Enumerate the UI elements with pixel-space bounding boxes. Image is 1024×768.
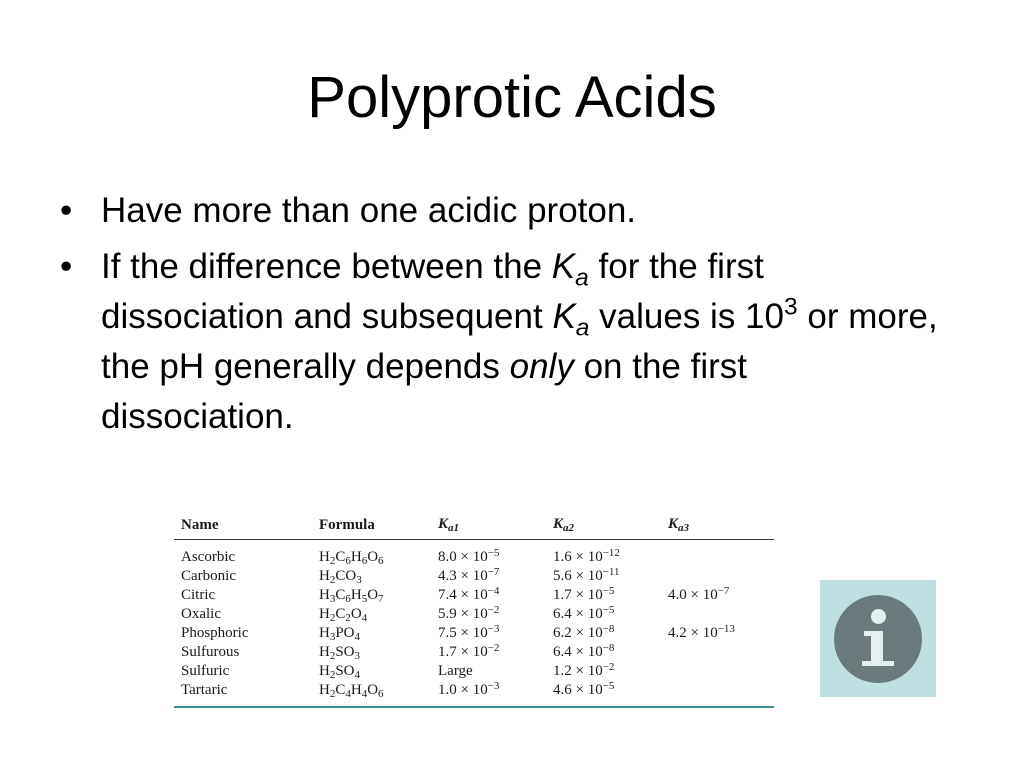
formula-element: O <box>367 549 379 565</box>
ka-exponent: −2 <box>487 642 500 654</box>
formula-element: SO <box>335 663 355 679</box>
formula-element: C <box>335 606 346 622</box>
formula-subscript: 4 <box>354 669 361 681</box>
acid-dissociation-table <box>174 510 774 708</box>
cell-name: Sulfurous <box>181 644 240 660</box>
cell-ka2 <box>546 643 661 662</box>
cell-ka2 <box>546 662 661 681</box>
formula-element: O <box>350 606 362 622</box>
cell-ka1 <box>431 586 546 605</box>
table-body <box>174 540 774 708</box>
bullet-text-part: or more, the pH generally depends <box>101 297 938 386</box>
ka-mantissa: 1.2 <box>553 663 572 679</box>
info-icon-base <box>862 661 894 666</box>
cell-ka3 <box>661 586 774 605</box>
ka-exponent: −2 <box>487 604 500 616</box>
formula-subscript: 2 <box>329 650 336 662</box>
formula-subscript: 3 <box>356 574 362 586</box>
ka-mantissa: 1.7 <box>438 644 457 660</box>
info-icon-dot <box>871 609 886 624</box>
formula-element: H <box>319 625 330 641</box>
bullet-list <box>60 186 940 448</box>
formula-subscript: 2 <box>329 688 336 700</box>
times-sign: × <box>460 568 469 584</box>
cell-ka2 <box>546 605 661 624</box>
table-row <box>174 662 774 681</box>
ka-symbol: K <box>553 516 564 532</box>
cell-formula <box>312 540 431 568</box>
formula-subscript: 6 <box>345 593 351 605</box>
times-sign: × <box>575 663 584 679</box>
ka-mantissa: 7.5 <box>438 625 457 641</box>
formula-element: H <box>350 587 362 603</box>
times-sign: × <box>460 682 469 698</box>
cell-formula <box>312 643 431 662</box>
table-row <box>174 624 774 643</box>
formula-subscript: 3 <box>329 631 336 643</box>
ka-subscript: a3 <box>678 522 690 534</box>
info-icon-stem <box>871 631 883 664</box>
formula-subscript: 2 <box>329 669 336 681</box>
formula-element: C <box>335 682 346 698</box>
ka-symbol: K <box>551 247 576 286</box>
formula-subscript: 6 <box>378 555 384 567</box>
slide-title: Polyprotic Acids <box>307 65 717 130</box>
formula-element: C <box>335 549 346 565</box>
ka-value-text: Large <box>438 663 473 679</box>
ka-exponent: −3 <box>487 623 500 635</box>
power-base: 10 <box>472 606 488 622</box>
info-icon <box>834 595 922 683</box>
cell-ka1 <box>431 662 546 681</box>
power-base: 10 <box>472 549 488 565</box>
power-base: 10 <box>472 625 488 641</box>
formula-element: H <box>319 663 330 679</box>
power-base: 10 <box>472 682 488 698</box>
ka-mantissa: 1.6 <box>553 549 572 565</box>
formula-element: H <box>319 587 330 603</box>
times-sign: × <box>690 625 699 641</box>
table-row <box>174 567 774 586</box>
formula-element: H <box>319 682 330 698</box>
times-sign: × <box>575 549 584 565</box>
cell-ka3 <box>661 540 774 568</box>
formula-subscript: 4 <box>345 688 351 700</box>
times-sign: × <box>575 568 584 584</box>
ka-mantissa: 6.4 <box>553 606 572 622</box>
power-base: 10 <box>702 625 718 641</box>
formula-element: O <box>367 682 379 698</box>
formula-subscript: 2 <box>329 555 336 567</box>
ka-exponent: −5 <box>602 680 615 692</box>
cell-ka1 <box>431 540 546 568</box>
formula-element: H <box>350 549 362 565</box>
exponent: 3 <box>784 293 798 321</box>
power-base: 10 <box>587 568 603 584</box>
ka-exponent: −5 <box>487 547 500 559</box>
ka-exponent: −5 <box>602 585 615 597</box>
cell-name: Oxalic <box>181 606 221 622</box>
info-icon-box[interactable] <box>820 580 936 697</box>
cell-formula <box>312 605 431 624</box>
cell-ka1 <box>431 624 546 643</box>
ka-exponent: −4 <box>487 585 500 597</box>
formula-element: CO <box>335 568 357 584</box>
cell-ka2 <box>546 681 661 707</box>
ka-symbol: K <box>552 297 576 336</box>
formula-element: O <box>367 587 379 603</box>
ka-mantissa: 5.9 <box>438 606 457 622</box>
acid-dissociation-table-figure <box>174 510 774 708</box>
cell-formula <box>312 681 431 707</box>
ka-exponent: −2 <box>602 661 615 673</box>
ka-mantissa: 6.4 <box>553 644 572 660</box>
formula-element: H <box>350 682 362 698</box>
ka-exponent: −5 <box>602 604 615 616</box>
formula-subscript: 6 <box>345 555 351 567</box>
ka-symbol: K <box>438 516 449 532</box>
ka-subscript: a2 <box>563 522 575 534</box>
cell-ka2 <box>546 540 661 568</box>
column-header-ka3 <box>661 510 774 540</box>
times-sign: × <box>575 644 584 660</box>
ka-mantissa: 4.0 <box>668 587 687 603</box>
bullet-item <box>60 186 940 236</box>
table-row <box>174 681 774 707</box>
times-sign: × <box>460 587 469 603</box>
cell-formula <box>312 567 431 586</box>
ka-exponent: −7 <box>717 585 730 597</box>
ka-mantissa: 4.2 <box>668 625 687 641</box>
ka-mantissa: 1.0 <box>438 682 457 698</box>
column-header-ka2 <box>546 510 661 540</box>
formula-subscript: 5 <box>361 593 368 605</box>
cell-formula <box>312 624 431 643</box>
formula-element: H <box>319 606 330 622</box>
table-row <box>174 643 774 662</box>
column-header-formula: Formula <box>312 510 431 540</box>
formula-subscript: 4 <box>361 612 368 624</box>
cell-ka1 <box>431 567 546 586</box>
ka-mantissa: 7.4 <box>438 587 457 603</box>
bullet-text-part: on the first dissociation. <box>101 347 747 436</box>
ka-mantissa: 5.6 <box>553 568 572 584</box>
formula-subscript: 2 <box>329 574 336 586</box>
ka-exponent: −3 <box>487 680 500 692</box>
table-row <box>174 540 774 568</box>
bullet-dot: • <box>60 191 73 230</box>
times-sign: × <box>460 549 469 565</box>
power-base: 10 <box>702 587 718 603</box>
formula-element: H <box>319 568 330 584</box>
times-sign: × <box>460 625 469 641</box>
ka-subscript: a <box>575 264 589 292</box>
emphasis-text: only <box>509 347 574 386</box>
cell-ka2 <box>546 624 661 643</box>
ka-mantissa: 6.2 <box>553 625 572 641</box>
power-base: 10 <box>587 625 603 641</box>
cell-ka2 <box>546 586 661 605</box>
ka-exponent: −8 <box>602 623 615 635</box>
cell-ka3 <box>661 662 774 681</box>
cell-ka2 <box>546 567 661 586</box>
cell-ka3 <box>661 643 774 662</box>
column-header-name: Name <box>174 510 312 540</box>
formula-subscript: 2 <box>329 612 336 624</box>
ka-subscript: a1 <box>448 522 460 534</box>
cell-name: Tartaric <box>174 681 312 707</box>
times-sign: × <box>690 587 699 603</box>
cell-ka3 <box>661 624 774 643</box>
formula-element: SO <box>335 644 355 660</box>
cell-ka1 <box>431 605 546 624</box>
formula-subscript: 3 <box>329 593 336 605</box>
power-base: 10 <box>472 568 488 584</box>
bullet-text-part: for the first dissociation and subsequent <box>101 247 764 336</box>
cell-formula <box>312 586 431 605</box>
bullet-text-part: If the difference between the <box>101 247 552 286</box>
cell-ka3 <box>661 567 774 586</box>
power-base: 10 <box>587 549 603 565</box>
power-base: 10 <box>587 682 603 698</box>
formula-subscript: 4 <box>354 631 361 643</box>
bullet-item <box>60 242 940 442</box>
bullet-text-part: values is 10 <box>589 297 784 336</box>
cell-formula <box>312 662 431 681</box>
column-header-ka1 <box>431 510 546 540</box>
formula-element: H <box>319 644 330 660</box>
ka-mantissa: 4.3 <box>438 568 457 584</box>
cell-ka1 <box>431 681 546 707</box>
ka-mantissa: 8.0 <box>438 549 457 565</box>
formula-subscript: 7 <box>378 593 384 605</box>
ka-exponent: −8 <box>602 642 615 654</box>
cell-name: Ascorbic <box>181 549 236 565</box>
bullet-dot: • <box>60 247 73 286</box>
ka-symbol: K <box>668 516 679 532</box>
ka-exponent: −7 <box>487 566 500 578</box>
cell-ka3 <box>661 681 774 707</box>
ka-exponent: −11 <box>602 566 620 578</box>
power-base: 10 <box>472 587 488 603</box>
power-base: 10 <box>472 644 488 660</box>
bullet-text: Have more than one acidic proton. <box>101 191 637 230</box>
formula-element: C <box>335 587 346 603</box>
times-sign: × <box>575 625 584 641</box>
table-header-row <box>174 510 774 540</box>
formula-subscript: 6 <box>361 555 368 567</box>
cell-ka3 <box>661 605 774 624</box>
cell-name: Phosphoric <box>181 625 249 641</box>
times-sign: × <box>460 644 469 660</box>
formula-subscript: 6 <box>378 688 384 700</box>
power-base: 10 <box>587 606 603 622</box>
cell-ka1 <box>431 643 546 662</box>
power-base: 10 <box>587 644 603 660</box>
formula-element: PO <box>335 625 355 641</box>
ka-subscript: a <box>575 314 590 342</box>
formula-subscript: 2 <box>345 612 351 624</box>
times-sign: × <box>460 606 469 622</box>
formula-subscript: 3 <box>354 650 361 662</box>
times-sign: × <box>575 587 584 603</box>
ka-mantissa: 4.6 <box>553 682 572 698</box>
formula-subscript: 4 <box>361 688 368 700</box>
ka-exponent: −12 <box>602 547 620 559</box>
cell-name: Carbonic <box>181 568 236 584</box>
table-row <box>174 586 774 605</box>
formula-element: H <box>319 549 330 565</box>
ka-exponent: −13 <box>717 623 735 635</box>
cell-name: Citric <box>181 587 216 603</box>
cell-name: Sulfuric <box>181 663 230 679</box>
ka-mantissa: 1.7 <box>553 587 572 603</box>
power-base: 10 <box>587 587 603 603</box>
times-sign: × <box>575 682 584 698</box>
times-sign: × <box>575 606 584 622</box>
power-base: 10 <box>587 663 603 679</box>
table-row <box>174 605 774 624</box>
